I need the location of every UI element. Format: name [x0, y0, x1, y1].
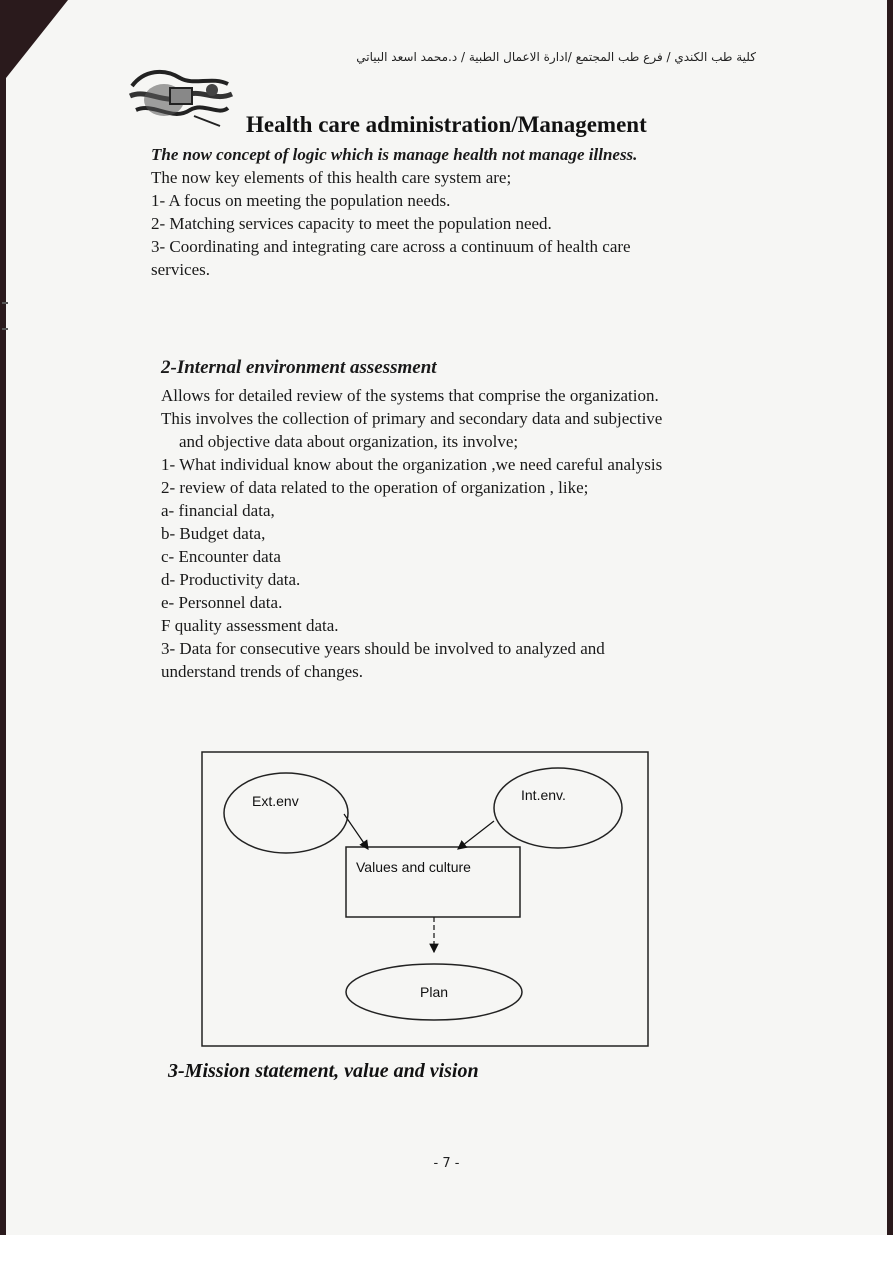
page-number: - 7 -	[433, 1156, 460, 1171]
planning-diagram	[196, 748, 656, 1053]
document-page	[6, 0, 887, 1235]
section-line: e- Personnel data.	[161, 593, 283, 612]
values-culture-box	[346, 847, 520, 917]
ext-env-arrow	[344, 814, 368, 849]
decorative-logo-icon	[124, 66, 236, 132]
section-line: 1- What individual know about the organization ,we need careful analysis	[161, 455, 663, 474]
plan-label: Plan	[420, 984, 449, 1000]
int-env-label: Int.env.	[521, 787, 566, 803]
int-env-arrow	[458, 821, 494, 849]
intro-line: services.	[151, 260, 211, 279]
section-line: and objective data about organization, its involve;	[179, 432, 519, 451]
values-culture-label: Values and culture	[356, 859, 471, 875]
section-line: c- Encounter data	[161, 547, 281, 566]
internal-environment-section	[161, 356, 662, 683]
section-line: This involves the collection of primary and secondary data and subjective	[161, 409, 663, 428]
binding-marks	[2, 302, 8, 330]
section-line: 3- Data for consecutive years should be involved to analyzed and	[161, 639, 605, 658]
mission-heading: 3-Mission statement, value and vision	[168, 1060, 479, 1082]
ext-env-ellipse	[224, 773, 348, 853]
intro-line: The now key elements of this health care system are;	[151, 168, 512, 187]
intro-line: 1- A focus on meeting the population needs.	[151, 191, 451, 210]
scan-bottom-strip	[0, 1235, 893, 1263]
section-line: 2- review of data related to the operation of organization , like;	[161, 478, 589, 497]
intro-line: 2- Matching services capacity to meet the population need.	[151, 214, 552, 233]
intro-block	[151, 143, 637, 281]
ext-env-label: Ext.env	[252, 793, 299, 809]
section-heading: 2-Internal environment assessment	[161, 357, 437, 378]
intro-lead: The now concept of logic which is manage health not manage illness.	[151, 145, 638, 164]
section-line: Allows for detailed review of the systems that comprise the organization.	[161, 386, 659, 405]
section-line: understand trends of changes.	[161, 662, 364, 681]
section-line: d- Productivity data.	[161, 570, 301, 589]
page-fold-corner	[6, 0, 68, 78]
arabic-header: كلية طب الكندي / فرع طب المجتمع /ادارة الاعمال الطبية / د.محمد اسعد البياتي	[356, 50, 756, 64]
page-title: Health care administration/Management	[246, 112, 647, 137]
int-env-ellipse	[494, 768, 622, 848]
intro-line: 3- Coordinating and integrating care across a continuum of health care	[151, 237, 631, 256]
section-line: a- financial data,	[161, 501, 275, 520]
section-line: F quality assessment data.	[161, 616, 339, 635]
section-line: b- Budget data,	[161, 524, 266, 543]
